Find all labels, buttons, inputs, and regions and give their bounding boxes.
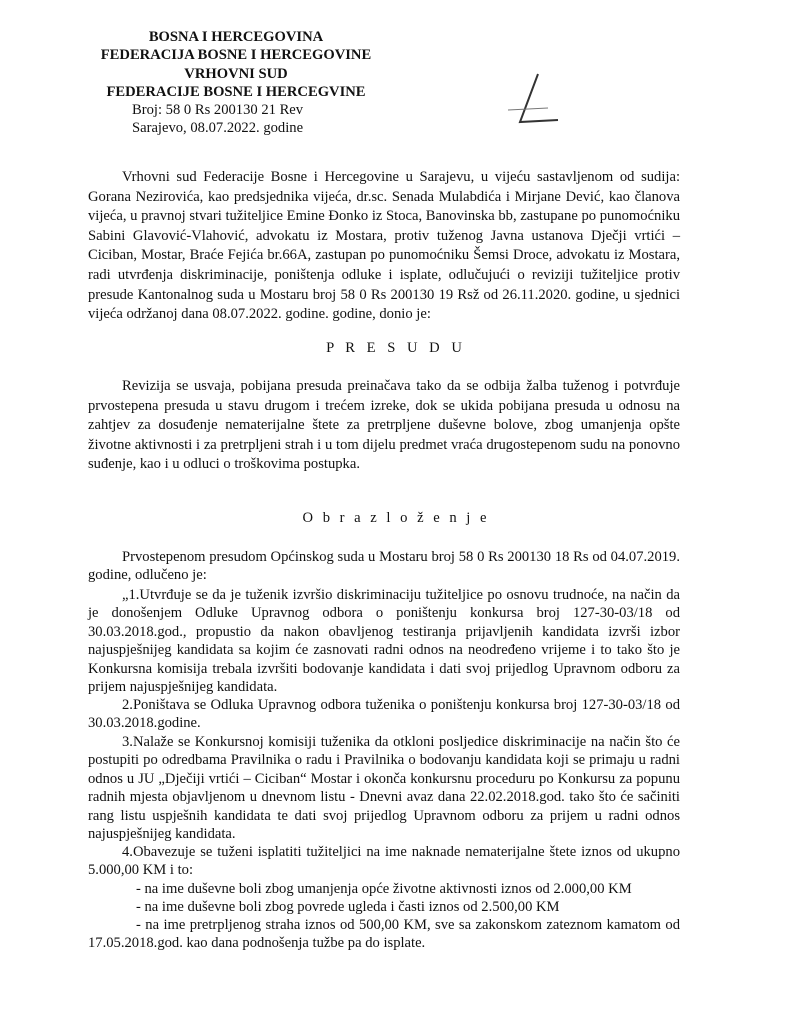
reasoning-intro: Prvostepenom presudom Općinskog suda u Mostaru broj 58 0 Rs 200130 18 Rs od 04.07.2019. godine, odlučeno je: — [88, 549, 680, 584]
header-line-court: VRHOVNI SUD — [184, 65, 288, 82]
damage-item-1: - na ime duševne boli zbog umanjenja opće životne aktivnosti iznos od 2.000,00 KM — [136, 881, 632, 897]
damage-item-2: - na ime duševne boli zbog povrede ugleda i časti iznos od 2.500,00 KM — [136, 899, 560, 915]
header-line-federation: FEDERACIJA BOSNE I HERCEGOVINE — [100, 47, 372, 64]
place-date: Sarajevo, 08.07.2022. godine — [132, 120, 304, 137]
header-line-court-federation: FEDERACIJE BOSNE I HERCEGVINE — [106, 83, 366, 100]
damage-item-3-text: - na ime pretrpljenog straha iznos od 500,00 KM, sve sa zakonskom zateznom kamatom od 17.05.2018.god. kao dana podnošenja tužbe pa do isplate. — [88, 917, 680, 952]
header-line-country: BOSNA I HERCEGOVINA — [148, 29, 324, 45]
handwritten-mark — [478, 70, 568, 130]
case-number: Broj: 58 0 Rs 200130 21 Rev — [132, 102, 304, 119]
verdict-paragraph: Revizija se usvaja, pobijana presuda preinačava tako da se odbija žalba tuženog i potvrđuje prvostepena presuda u stavu drugom i trećem izreke, dok se ukida pobijana presuda u odnosu na zahtjev za dosuđenje nematerijalne štete za pretrpljene duševne bolove, zbog umanjenja opšte životne aktivnosti i za pretrpljeni strah i u tom dijelu predmet vraća drugostepenom sudu na ponovno suđenje, kao i u odluci o troškovima postupka. — [88, 378, 680, 473]
ruling-item-4: 4.Obavezuje se tuženi isplatiti tužiteljici na ime naknade nematerijalne štete iznos od ukupno 5.000,00 KM i to: — [88, 844, 680, 879]
intro-paragraph: Vrhovni sud Federacije Bosne i Hercegovine u Sarajevu, u vijeću sastavljenom od sudija: Gorana Nezirovića, kao predsjednika vijeća, dr.sc. Senada Mulabdića i Mirjane Dević, kao članova vijeća, u pravnoj stvari tužiteljice Emine Đonko iz Stoca, Banovinska bb, zastupane po punomoćniku Sabini Glavović-Vlahović, advokatu iz Mostara, protiv tuženog Javna ustanova Dječji vrtići – Ciciban, Mostar, Braće Fejića br.66A, zastupan po punomoćniku Šemsi Droce, advokatu iz Mostara, radi utvrđenja diskriminacije, poništenja odluke i isplate, odlučujući o reviziji tužiteljice protiv presude Kantonalnog suda u Mostaru broj 58 0 Rs 200130 19 Rsž od 26.11.2020. godine, u sjednici vijeća održanoj dana 08.07.2022. godine. godine, donio je: — [88, 169, 680, 323]
verdict-title: P R E S U D U — [326, 340, 466, 356]
ruling-item-1: „1.Utvrđuje se da je tuženik izvršio diskriminaciju tužiteljice po osnovu trudnoće, na način da je donošenjem Odluke Upravnog odbora o poništenju konkursa broj 127-30-03/18 od 30.03.2018.god., propustio da nakon obavljenog testiranja prijavljenih kandidata izvrši izbor najuspješnijeg kandidata sa kojim će zasnovati radni odnos na neodređeno vrijeme i to tako što je Konkursna komisija trebala izvršiti bodovanje kandidata i dati svoj prijedlog Upravnom odboru za prijem najuspješnijeg kandidata. — [88, 587, 680, 696]
damage-item-3 — [88, 916, 680, 953]
ruling-item-2: 2.Poništava se Odluka Upravnog odbora tuženika o poništenju konkursa broj 127-30-03/18 od 30.03.2018.godine. — [88, 697, 680, 732]
ruling-item-3: 3.Nalaže se Konkursnoj komisiji tuženika da otkloni posljedice diskriminacije na način što će postupiti po odredbama Pravilnika o radu i Pravilnika o bodovanju kandidata koji se primaju u radni odnos u JU „Dječiji vrtići – Ciciban“ Mostar i okonča konkursnu proceduru po Konkursu za popunu radnih mjesta objavljenom u dnevnom listu - Dnevni avaz dana 22.02.2018.god. tako što će sačiniti rang listu uspješnih kandidata te dati svoj prijedlog Upravnom odboru za prijem u radni odnos najuspješnijeg kandidata. — [88, 734, 680, 843]
court-header — [86, 28, 386, 138]
reasoning-title: O b r a z l o ž e n j e — [302, 510, 490, 526]
